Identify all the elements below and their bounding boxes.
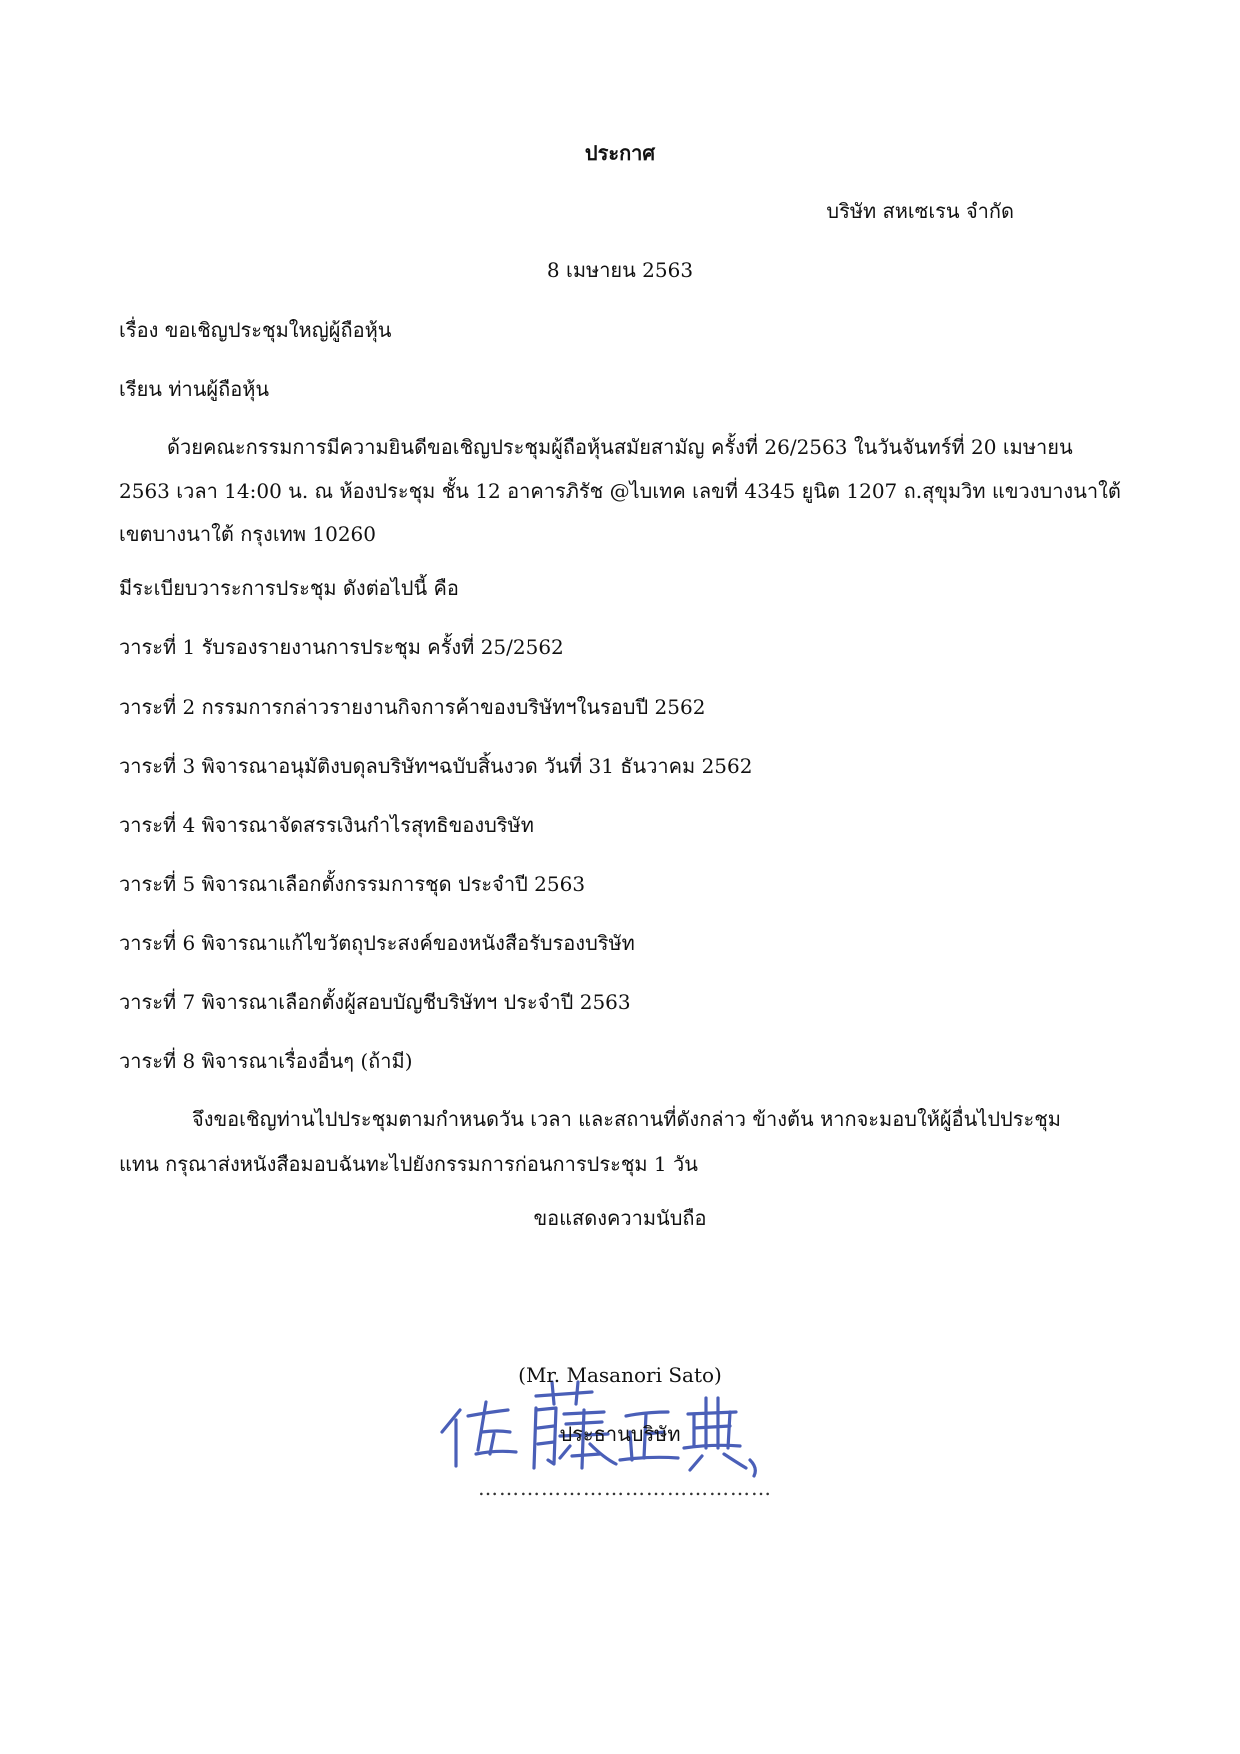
notice-recipient: เรียน ท่านผู้ถือหุ้น <box>119 377 270 401</box>
agenda-heading: มีระเบียบวาระการประชุม ดังต่อไปนี้ คือ <box>119 576 459 600</box>
closing-line-1: จึงขอเชิญท่านไปประชุมตามกำหนดวัน เวลา และสถานที่ดังกล่าว ข้างต้น หากจะมอบให้ผู้อื่นไปประชุม <box>192 1107 1061 1131</box>
notice-title: ประกาศ <box>584 141 656 165</box>
agenda-item-5: วาระที่ 5 พิจารณาเลือกตั้งกรรมการชุด ประจำปี 2563 <box>119 872 586 896</box>
intro-line-1: ด้วยคณะกรรมการมีความยินดีขอเชิญประชุมผู้ถือหุ้นสมัยสามัญ ครั้งที่ 26/2563 ในวันจันทร์ที่ 20 เมษายน <box>167 435 1073 459</box>
agenda-item-2: วาระที่ 2 กรรมการกล่าวรายงานกิจการค้าของบริษัทฯในรอบปี 2562 <box>119 695 706 719</box>
intro-line-2: 2563 เวลา 14:00 น. ณ ห้องประชุม ชั้น 12 อาคารภิรัช @ไบเทค เลขที่ 4345 ยูนิต 1207 ถ.สุขุมวิท แขวงบางนาใต้ <box>119 479 1121 503</box>
signature-dotted-line: …………………………………… <box>478 1476 772 1500</box>
notice-date: 8 เมษายน 2563 <box>546 258 694 282</box>
notice-subject: เรื่อง ขอเชิญประชุมใหญ่ผู้ถือหุ้น <box>119 318 392 342</box>
signer-title: ประธานบริษัท <box>559 1422 681 1446</box>
agenda-item-6: วาระที่ 6 พิจารณาแก้ไขวัตถุประสงค์ของหนังสือรับรองบริษัท <box>119 931 635 955</box>
company-name: บริษัท สหเซเรน จำกัด <box>826 199 1014 223</box>
agenda-item-3: วาระที่ 3 พิจารณาอนุมัติงบดุลบริษัทฯฉบับสิ้นงวด วันที่ 31 ธันวาคม 2562 <box>119 754 753 778</box>
intro-line-3: เขตบางนาใต้ กรุงเทพ 10260 <box>119 522 377 546</box>
agenda-item-1: วาระที่ 1 รับรองรายงานการประชุม ครั้งที่ 25/2562 <box>119 635 564 659</box>
agenda-item-8: วาระที่ 8 พิจารณาเรื่องอื่นๆ (ถ้ามี) <box>119 1049 413 1073</box>
closing-line-2: แทน กรุณาส่งหนังสือมอบฉันทะไปยังกรรมการก่อนการประชุม 1 วัน <box>119 1152 698 1176</box>
agenda-item-7: วาระที่ 7 พิจารณาเลือกตั้งผู้สอบบัญชีบริษัทฯ ประจำปี 2563 <box>119 990 631 1014</box>
regards-text: ขอแสดงความนับถือ <box>533 1206 707 1230</box>
signer-name: (Mr. Masanori Sato) <box>518 1363 722 1387</box>
agenda-item-4: วาระที่ 4 พิจารณาจัดสรรเงินกำไรสุทธิของบริษัท <box>119 813 534 837</box>
